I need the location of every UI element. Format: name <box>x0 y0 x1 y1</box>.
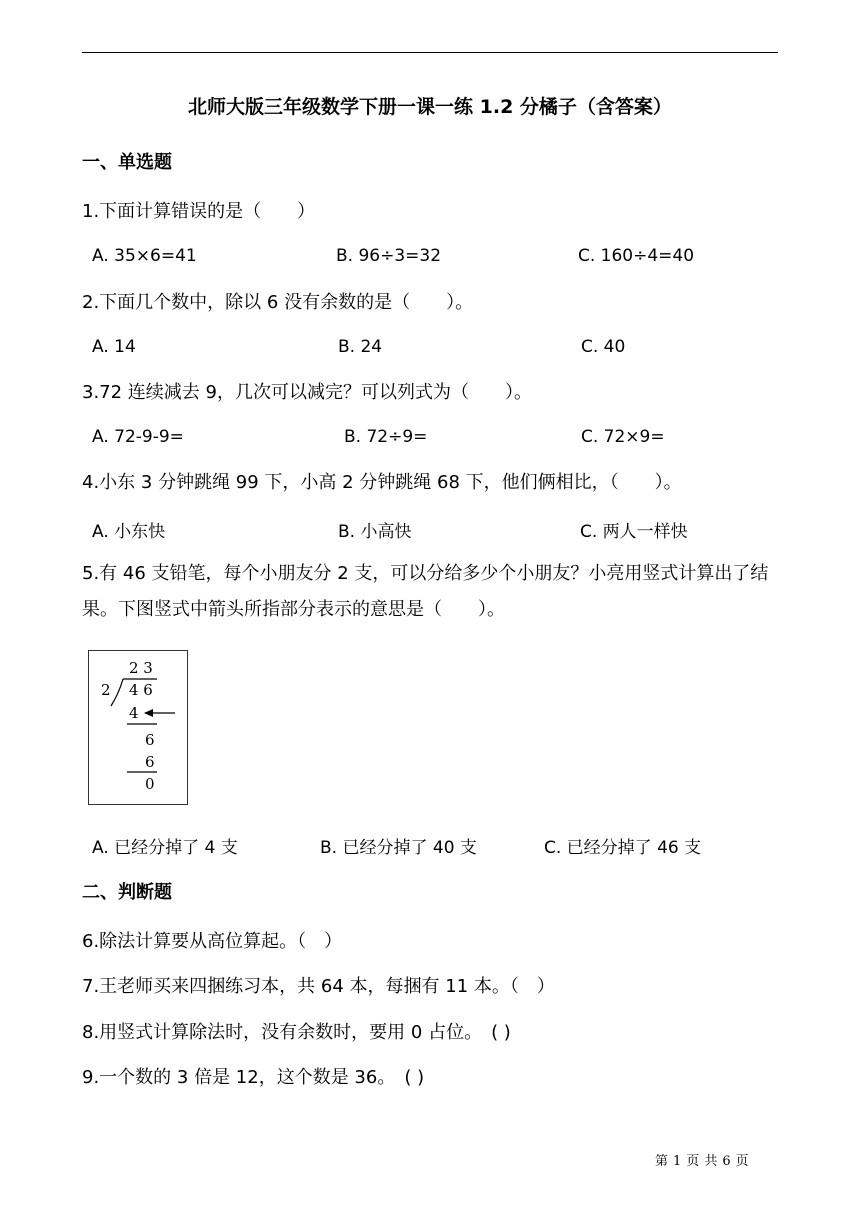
option-a: A. 14 <box>92 337 136 357</box>
long-division-svg <box>89 651 189 806</box>
section-single-choice: 一、单选题 <box>82 152 172 173</box>
footer-page-number: 1 <box>673 1154 682 1169</box>
long-division-figure <box>88 650 188 805</box>
option-b: B. 小高快 <box>338 522 412 542</box>
question-3: 3.72 连续减去 9，几次可以减完？可以列式为（ ）。 <box>82 382 532 403</box>
question-5-options <box>92 833 792 861</box>
option-b: B. 72÷9= <box>344 427 428 447</box>
question-5: 5.有 46 支铅笔，每个小朋友分 2 支，可以分给多少个小朋友？小亮用竖式计算出了结果。下图竖式中箭头所指部分表示的意思是（ ）。 <box>82 563 769 620</box>
divisor: 2 <box>101 681 111 699</box>
division-bracket <box>111 679 123 706</box>
option-b: B. 96÷3=32 <box>336 246 442 266</box>
footer-word-ye: 页 <box>686 1154 700 1169</box>
question-3-options <box>92 427 792 455</box>
judgement-9: 9.一个数的 3 倍是 12，这个数是 36。 ( ) <box>82 1067 425 1088</box>
option-c: C. 72×9= <box>581 427 665 447</box>
step-bring-down: 6 <box>145 731 155 749</box>
step-subtract-1: 4 <box>129 704 139 722</box>
option-a: A. 72-9-9= <box>92 427 184 447</box>
footer-word-gong: 共 <box>704 1154 718 1169</box>
question-2-options <box>92 337 792 365</box>
judgement-8: 8.用竖式计算除法时，没有余数时，要用 0 占位。 ( ) <box>82 1022 511 1043</box>
step-subtract-2: 6 <box>145 753 155 771</box>
question-1: 1.下面计算错误的是（ ） <box>82 201 316 222</box>
judgement-6: 6.除法计算要从高位算起。（ ） <box>82 931 343 952</box>
option-c: C. 已经分掉了 46 支 <box>544 838 702 858</box>
footer-total-pages: 6 <box>722 1154 731 1169</box>
quotient: 2 3 <box>129 659 153 677</box>
option-c: C. 160÷4=40 <box>578 246 695 266</box>
section-judgement: 二、判断题 <box>82 882 172 903</box>
question-4: 4.小东 3 分钟跳绳 99 下，小高 2 分钟跳绳 68 下，他们俩相比，（ ）。 <box>82 472 682 493</box>
document-title: 北师大版三年级数学下册一课一练 1.2 分橘子（含答案） <box>188 96 672 118</box>
option-b: B. 24 <box>338 337 383 357</box>
header-rule <box>82 52 778 53</box>
dividend: 4 6 <box>129 681 153 699</box>
footer-word-ye-2: 页 <box>735 1154 749 1169</box>
remainder: 0 <box>145 775 155 793</box>
question-1-options <box>92 246 792 274</box>
option-c: C. 两人一样快 <box>580 522 688 542</box>
footer-word-di: 第 <box>655 1154 669 1169</box>
question-4-options <box>92 517 792 545</box>
option-a: A. 35×6=41 <box>92 246 197 266</box>
judgement-7: 7.王老师买来四捆练习本，共 64 本，每捆有 11 本。（ ） <box>82 976 555 997</box>
option-b: B. 已经分掉了 40 支 <box>320 838 477 858</box>
question-2: 2.下面几个数中，除以 6 没有余数的是（ ）。 <box>82 292 474 313</box>
arrow-icon <box>144 709 153 717</box>
option-c: C. 40 <box>581 337 626 357</box>
page-footer <box>655 1150 754 1169</box>
option-a: A. 小东快 <box>92 522 166 542</box>
option-a: A. 已经分掉了 4 支 <box>92 838 238 858</box>
